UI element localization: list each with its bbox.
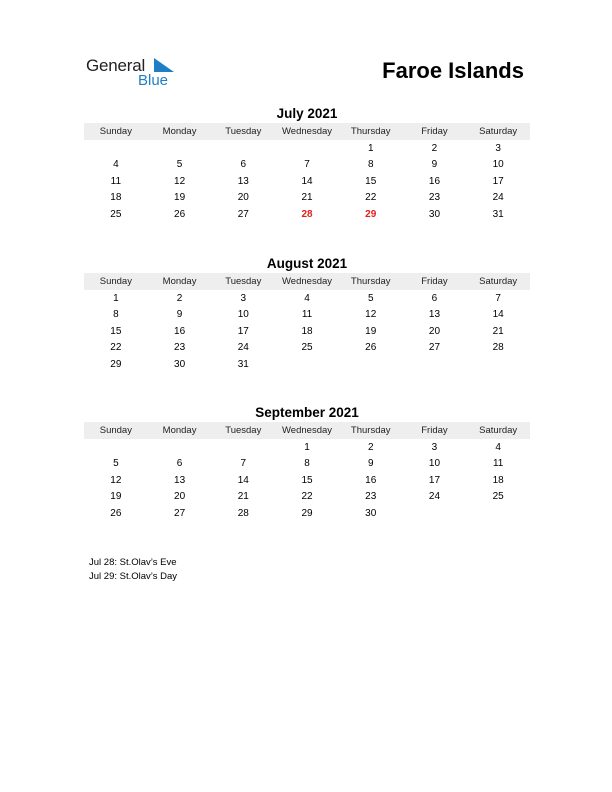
month-july <box>84 105 530 223</box>
day-cell: 14 <box>492 309 504 321</box>
day-cell: 16 <box>174 325 186 337</box>
day-cell: 3 <box>240 292 247 304</box>
day-cell: 5 <box>176 159 183 171</box>
day-cell: 17 <box>428 474 441 486</box>
weekday-label: Sunday <box>99 425 132 436</box>
day-cell: 19 <box>174 192 186 204</box>
day-cell: 9 <box>431 159 438 171</box>
day-cell: 4 <box>495 441 501 453</box>
day-cell: 15 <box>365 175 377 187</box>
weekday-label: Wednesday <box>282 126 333 137</box>
weekday-label: Saturday <box>479 425 518 436</box>
day-cell: 5 <box>367 292 374 304</box>
day-cell: 12 <box>110 474 122 486</box>
day-cell: 9 <box>176 309 183 321</box>
day-cell: 30 <box>174 358 186 370</box>
day-cell: 24 <box>237 342 249 354</box>
day-cell: 28 <box>492 342 504 354</box>
week-row <box>84 307 530 324</box>
day-cell: 31 <box>492 208 504 220</box>
day-cell: 20 <box>174 491 186 503</box>
day-cell: 3 <box>431 441 438 453</box>
day-cell: 20 <box>428 325 441 337</box>
holiday-day-cell: 28 <box>301 208 313 220</box>
week-row <box>84 140 530 157</box>
day-cell: 27 <box>174 507 186 519</box>
day-cell: 4 <box>304 292 310 304</box>
weekday-label: Wednesday <box>282 276 333 287</box>
day-cell: 27 <box>237 208 249 220</box>
day-cell: 26 <box>110 507 122 519</box>
day-cell: 7 <box>240 458 247 470</box>
weekday-label: Tuesday <box>225 126 262 137</box>
day-cell: 2 <box>367 441 374 453</box>
logo-blue-text: Blue <box>138 72 169 89</box>
holiday-day-cell: 29 <box>365 208 377 220</box>
day-cell: 21 <box>237 491 249 503</box>
day-cell: 18 <box>110 192 122 204</box>
day-cell: 18 <box>301 325 313 337</box>
day-cell: 23 <box>174 342 186 354</box>
weekday-label: Sunday <box>99 126 132 137</box>
month-august <box>84 255 530 373</box>
day-cell: 20 <box>237 192 249 204</box>
week-row <box>84 472 530 489</box>
month-title: September 2021 <box>255 405 359 420</box>
day-cell: 8 <box>113 309 119 321</box>
day-cell: 4 <box>113 159 119 171</box>
day-cell: 17 <box>492 175 504 187</box>
day-cell: 11 <box>301 309 313 321</box>
day-cell: 22 <box>110 342 122 354</box>
weekday-label: Sunday <box>99 276 132 287</box>
day-cell: 27 <box>428 342 441 354</box>
holiday-note: Jul 29: St.Olav’s Day <box>89 571 178 582</box>
day-cell: 29 <box>110 358 122 370</box>
day-cell: 19 <box>110 491 122 503</box>
day-cell: 14 <box>237 474 249 486</box>
day-cell: 23 <box>365 491 377 503</box>
weekday-label: Thursday <box>350 276 391 287</box>
day-cell: 7 <box>495 292 501 304</box>
weekday-label: Friday <box>421 276 448 287</box>
day-cell: 7 <box>304 159 310 171</box>
weekday-label: Monday <box>162 276 197 287</box>
day-cell: 15 <box>110 325 122 337</box>
day-cell: 25 <box>301 342 313 354</box>
day-cell: 19 <box>365 325 377 337</box>
day-cell: 24 <box>428 491 441 503</box>
day-cell: 28 <box>237 507 249 519</box>
weekday-label: Saturday <box>479 276 518 287</box>
day-cell: 13 <box>428 309 441 321</box>
day-cell: 17 <box>237 325 249 337</box>
weekday-label: Thursday <box>350 126 391 137</box>
weekday-label: Thursday <box>350 425 391 436</box>
week-row <box>84 157 530 174</box>
weekday-header <box>84 273 530 290</box>
day-cell: 31 <box>237 358 249 370</box>
day-cell: 1 <box>113 292 119 304</box>
day-cell: 10 <box>492 159 504 171</box>
weekday-label: Wednesday <box>282 425 333 436</box>
day-cell: 8 <box>367 159 374 171</box>
day-cell: 13 <box>174 474 186 486</box>
day-cell: 5 <box>113 458 119 470</box>
weekday-header <box>84 422 530 439</box>
brand-logo <box>86 56 186 92</box>
week-row <box>84 206 530 223</box>
holiday-note: Jul 28: St.Olav’s Eve <box>89 557 177 568</box>
week-row <box>84 439 530 456</box>
day-cell: 6 <box>431 292 438 304</box>
month-title: July 2021 <box>276 106 338 121</box>
day-cell: 6 <box>176 458 183 470</box>
weekday-label: Friday <box>421 126 448 137</box>
day-cell: 3 <box>495 142 501 154</box>
day-cell: 21 <box>301 192 313 204</box>
day-cell: 1 <box>304 441 310 453</box>
day-cell: 26 <box>174 208 186 220</box>
month-title: August 2021 <box>266 256 348 271</box>
day-cell: 6 <box>240 159 247 171</box>
day-cell: 21 <box>492 325 504 337</box>
day-cell: 18 <box>492 474 504 486</box>
week-row <box>84 323 530 340</box>
day-cell: 12 <box>174 175 186 187</box>
day-cell: 2 <box>431 142 438 154</box>
week-row <box>84 173 530 190</box>
week-row <box>84 190 530 207</box>
weekday-header <box>84 123 530 140</box>
day-cell: 29 <box>301 507 313 519</box>
logo-general-text: General <box>86 56 146 75</box>
day-cell: 13 <box>237 175 249 187</box>
day-cell: 1 <box>367 142 374 154</box>
week-row <box>84 505 530 522</box>
weekday-label: Tuesday <box>225 425 262 436</box>
day-cell: 23 <box>428 192 441 204</box>
day-cell: 22 <box>365 192 377 204</box>
day-cell: 2 <box>176 292 183 304</box>
week-row <box>84 356 530 373</box>
day-cell: 11 <box>492 458 504 470</box>
holiday-notes <box>89 556 177 584</box>
day-cell: 26 <box>365 342 377 354</box>
day-cell: 30 <box>428 208 441 220</box>
day-cell: 25 <box>110 208 122 220</box>
weekday-label: Friday <box>421 425 448 436</box>
day-cell: 24 <box>492 192 504 204</box>
weekday-label: Tuesday <box>225 276 262 287</box>
country-title: Faroe Islands <box>382 58 524 83</box>
week-row <box>84 290 530 307</box>
weekday-label: Monday <box>162 126 197 137</box>
month-september <box>84 404 530 522</box>
day-cell: 12 <box>365 309 377 321</box>
week-row <box>84 456 530 473</box>
day-cell: 10 <box>237 309 249 321</box>
day-cell: 10 <box>428 458 441 470</box>
weekday-label: Monday <box>162 425 197 436</box>
day-cell: 25 <box>492 491 504 503</box>
day-cell: 11 <box>110 175 122 187</box>
day-cell: 30 <box>365 507 377 519</box>
day-cell: 15 <box>301 474 313 486</box>
week-row <box>84 489 530 506</box>
day-cell: 8 <box>304 458 310 470</box>
day-cell: 9 <box>367 458 374 470</box>
day-cell: 16 <box>365 474 377 486</box>
weekday-label: Saturday <box>479 126 518 137</box>
day-cell: 16 <box>428 175 441 187</box>
day-cell: 22 <box>301 491 313 503</box>
week-row <box>84 340 530 357</box>
day-cell: 14 <box>301 175 313 187</box>
